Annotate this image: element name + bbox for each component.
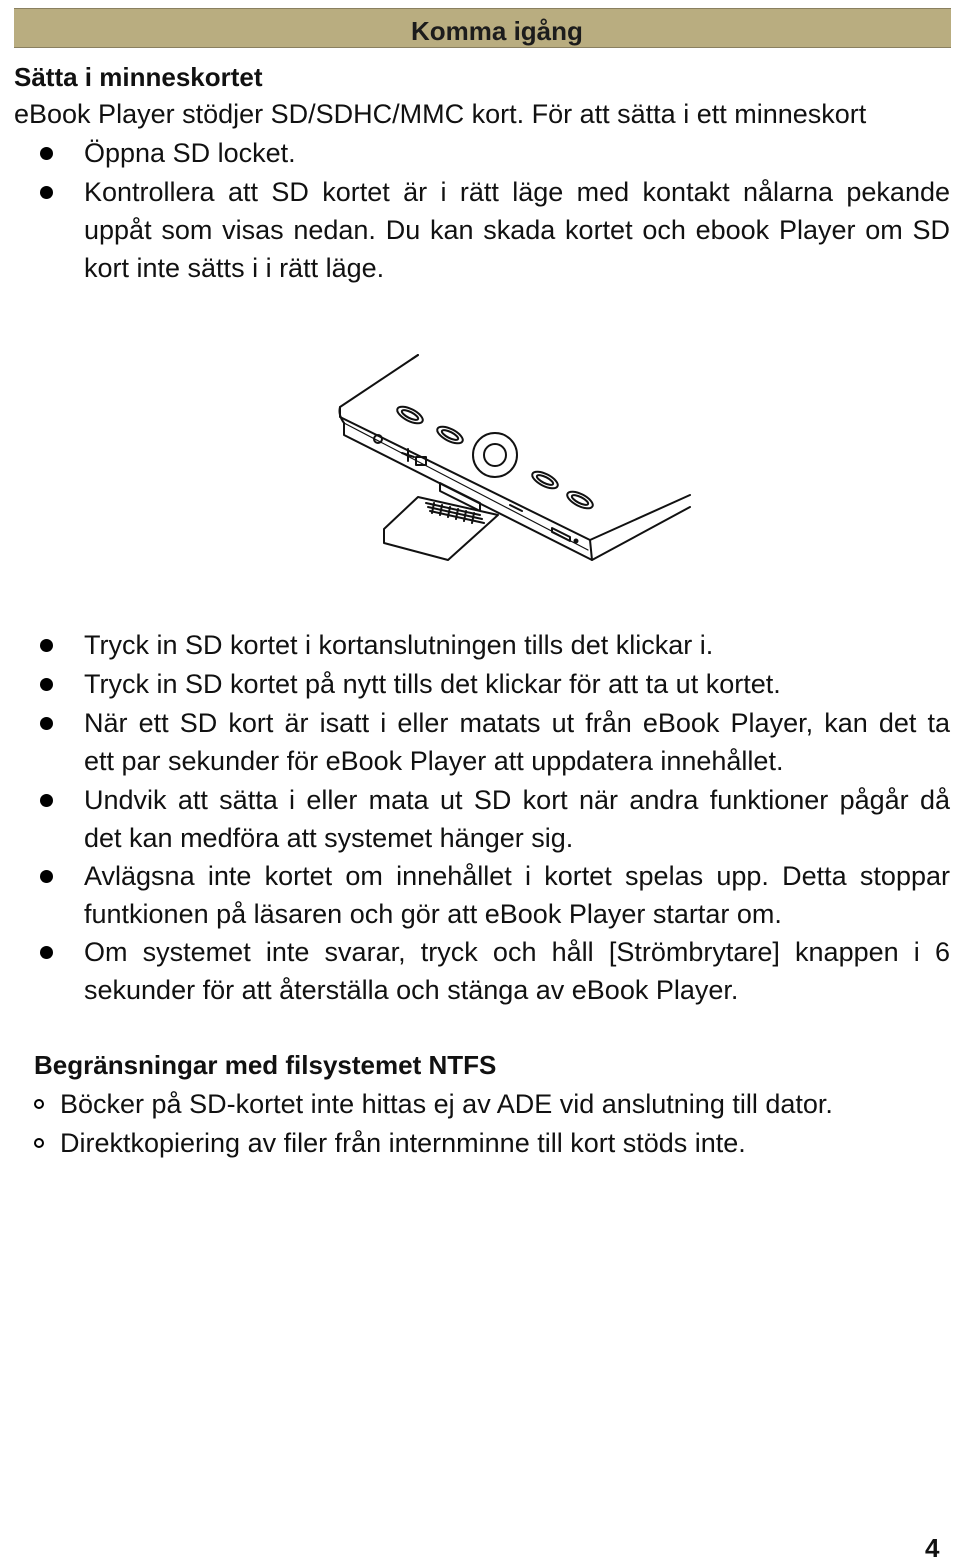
header-bar <box>14 8 951 48</box>
section-heading-insert-card: Sätta i minneskortet <box>14 62 263 92</box>
list-item-text: Tryck in SD kortet på nytt tills det klickar för att ta ut kortet. <box>84 669 781 699</box>
ebook-device-sd-card-illustration <box>330 345 700 570</box>
list-item-text: sekunder för att återställa och stänga av eBook Player. <box>84 975 739 1005</box>
list-item-text: ett par sekunder för eBook Player att uppdatera innehållet. <box>84 746 784 776</box>
list-item-text: Avlägsna inte kortet om innehållet i kortet spelas upp. Detta stoppar <box>84 861 950 891</box>
bullet-icon <box>40 946 53 959</box>
list-item-text: det kan medföra att systemet hänger sig. <box>84 823 574 853</box>
header-title: Komma igång <box>411 16 583 46</box>
list-item-text: Direktkopiering av filer från internminne till kort stöds inte. <box>60 1128 746 1158</box>
list-item-text: uppåt som visas nedan. Du kan skada kortet och ebook Player om SD <box>84 215 950 245</box>
bullet-icon <box>40 794 53 807</box>
page-number: 4 <box>925 1533 940 1563</box>
bullet-icon <box>40 717 53 730</box>
section-heading-ntfs-limitations: Begränsningar med filsystemet NTFS <box>34 1050 497 1080</box>
bullet-icon <box>40 639 53 652</box>
intro-text: eBook Player stödjer SD/SDHC/MMC kort. För att sätta i ett minneskort <box>14 99 867 129</box>
list-item-text: Undvik att sätta i eller mata ut SD kort när andra funktioner pågår då <box>84 785 950 815</box>
bullet-icon <box>40 678 53 691</box>
list-item-text: Öppna SD locket. <box>84 138 296 168</box>
list-item-text: funtkionen på läsaren och gör att eBook Player startar om. <box>84 899 782 929</box>
list-item-text: När ett SD kort är isatt i eller matats ut från eBook Player, kan det ta <box>84 708 950 738</box>
list-item-text: Tryck in SD kortet i kortanslutningen tills det klickar i. <box>84 630 714 660</box>
list-item-text: kort inte sätts i i rätt läge. <box>84 253 385 283</box>
bullet-icon <box>40 870 53 883</box>
bullet-icon <box>34 1099 44 1109</box>
bullet-icon <box>40 147 53 160</box>
list-item-text: Böcker på SD-kortet inte hittas ej av ADE vid anslutning till dator. <box>60 1089 833 1119</box>
bullet-icon <box>40 186 53 199</box>
list-item-text: Om systemet inte svarar, tryck och håll [Strömbrytare] knappen i 6 <box>84 937 950 967</box>
list-item-text: Kontrollera att SD kortet är i rätt läge med kontakt nålarna pekande <box>84 177 950 207</box>
bullet-icon <box>34 1138 44 1148</box>
